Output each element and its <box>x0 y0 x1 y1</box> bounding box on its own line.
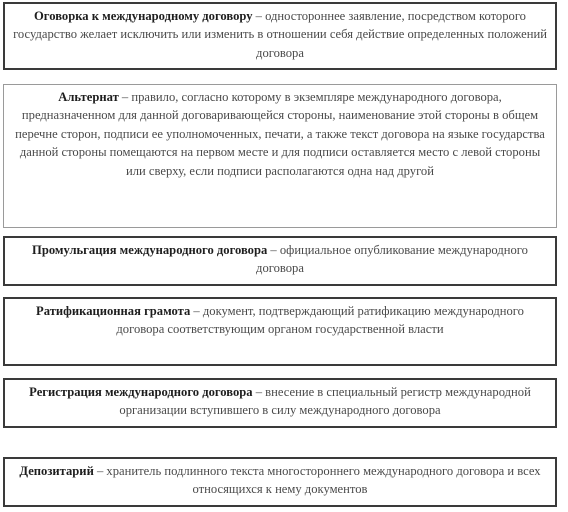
term-label: Ратификационная грамота <box>36 304 191 318</box>
definition-text: – одностороннее заявление, посредством которого государство желает исключить или изменить в отношении себя действие определенных положений договора <box>13 9 547 60</box>
definition-box-ratification-instrument <box>3 297 557 366</box>
term-label: Депозитарий <box>19 464 94 478</box>
definition-box-depositary <box>3 457 557 507</box>
term-label: Регистрация международного договора <box>29 385 253 399</box>
definition-box-promulgation <box>3 236 557 286</box>
definition-text: – официальное опубликование международного договора <box>256 243 528 276</box>
term-label: Оговорка к международному договору <box>34 9 253 23</box>
definition-text: – хранитель подлинного текста многостороннего международного договора и всех относящихся к нему документов <box>93 464 541 497</box>
definition-box-alternat <box>3 84 557 228</box>
definition-text: – правило, согласно которому в экземпляре международного договора, предназначенном для данной договаривающейся стороны, наименование этой стороны в общем перечне сторон, подписи ее уполномоченных, печати, а также текст договора на языке государства данной стороны помещаются на первом месте и для подписи оставляется место с левой стороны или сверху, если подписи располагаются одна над другой <box>15 90 545 178</box>
definition-text: – внесение в специальный регистр международной организации вступившего в силу международного договора <box>119 385 531 418</box>
term-label: Альтернат <box>58 90 119 104</box>
term-label: Промульгация международного договора <box>32 243 268 257</box>
definition-text: – документ, подтверждающий ратификацию международного договора соответствующим органом государственной власти <box>116 304 524 337</box>
definition-box-reservation <box>3 2 557 70</box>
definition-box-registration <box>3 378 557 428</box>
